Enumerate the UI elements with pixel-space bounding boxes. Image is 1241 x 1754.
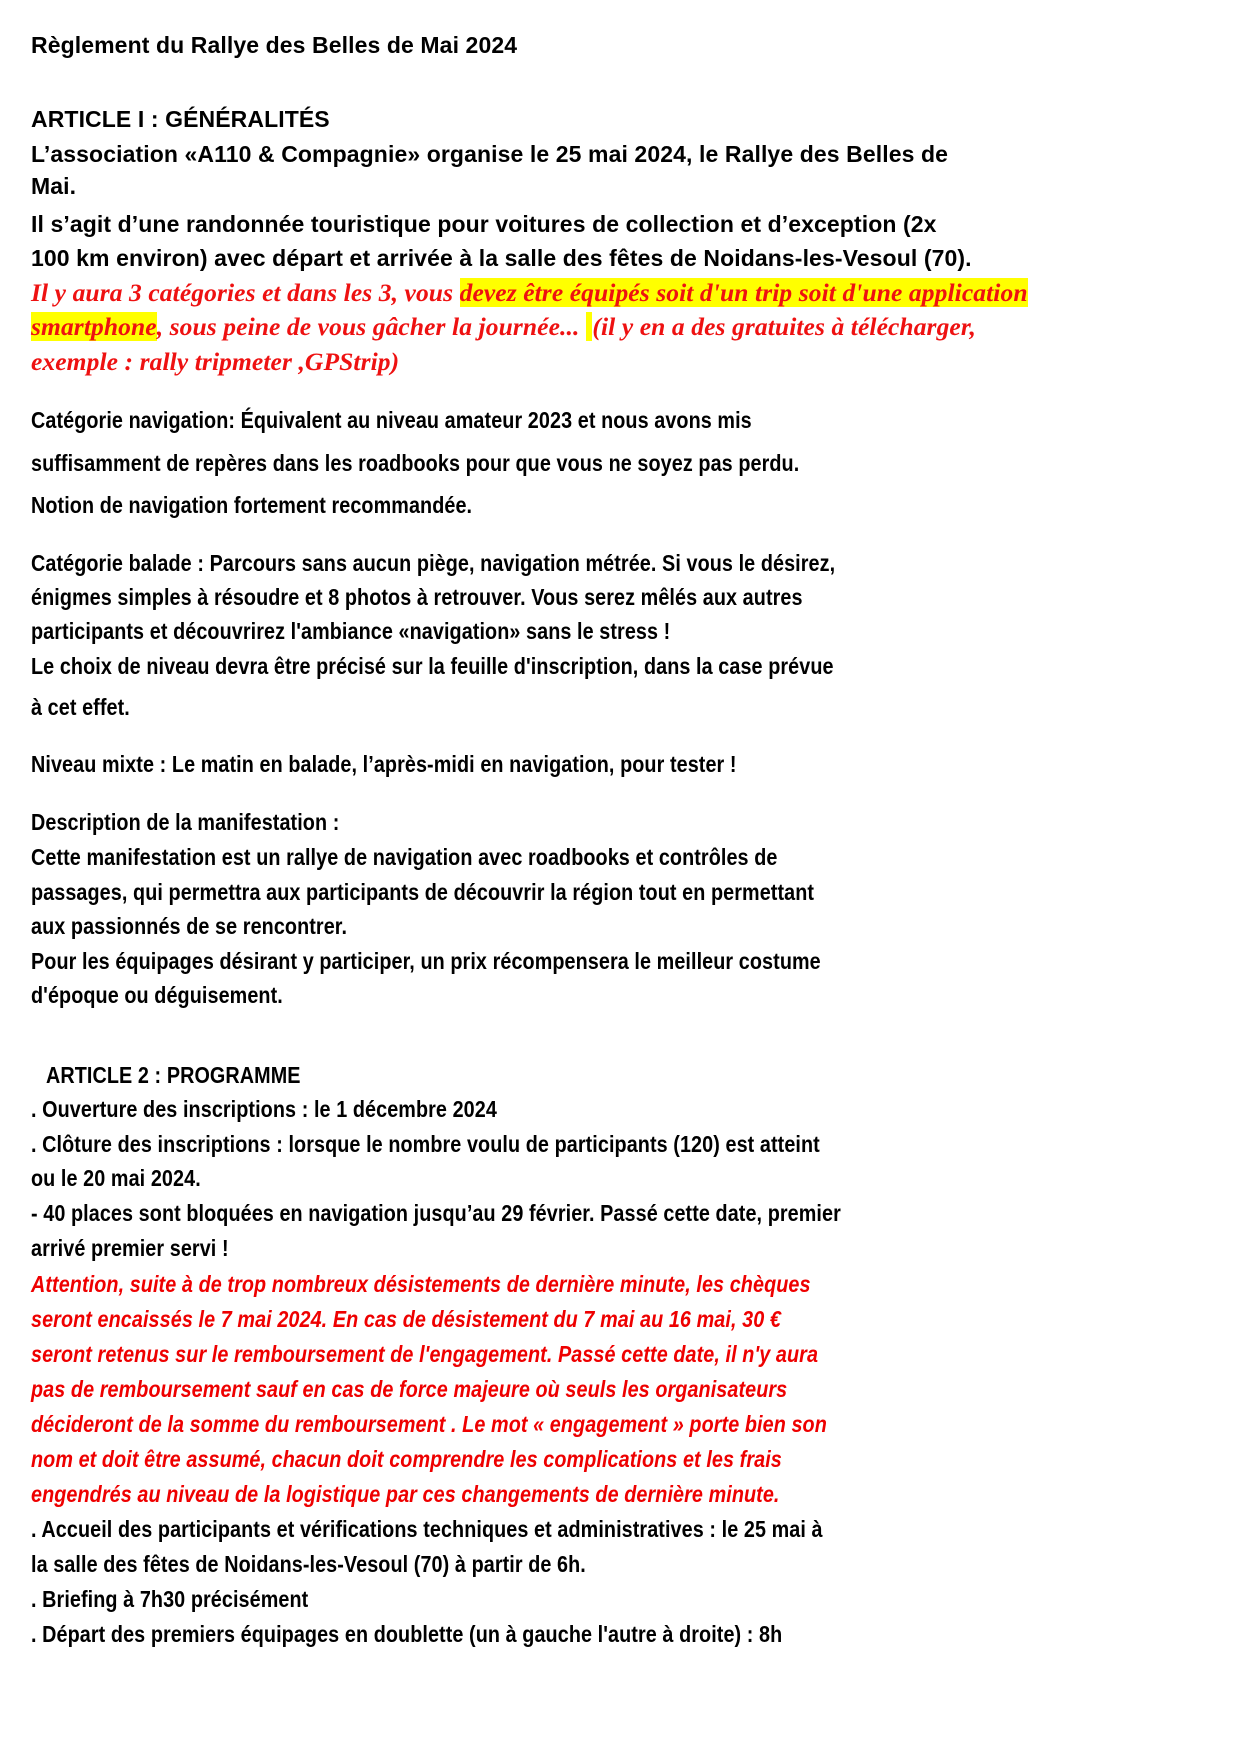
description-line: aux passionnés de se rencontrer.: [31, 913, 348, 939]
cancellation-warning-line: engendrés au niveau de la logistique par ces changements de dernière minute.: [31, 1481, 780, 1507]
balade-category-line: énigmes simples à résoudre et 8 photos à retrouver. Vous serez mêlés aux autres: [31, 584, 803, 610]
navigation-category-line: Catégorie navigation: Équivalent au niveau amateur 2023 et nous avons mis: [31, 407, 752, 433]
program-line: . Accueil des participants et vérifications techniques et administratives : le 25 mai à: [31, 1516, 823, 1542]
notice-text: (il y en a des gratuites à télécharger,: [592, 312, 976, 341]
intro-line: Mai.: [31, 173, 77, 199]
highlighted-notice-text: smartphone: [31, 312, 157, 341]
description-line: Pour les équipages désirant y participer, un prix récompensera le meilleur costume: [31, 948, 821, 974]
cancellation-warning-line: Attention, suite à de trop nombreux désistements de dernière minute, les chèques: [31, 1271, 811, 1297]
description-line: d'époque ou déguisement.: [31, 982, 283, 1008]
intro-line: 100 km environ) avec départ et arrivée à la salle des fêtes de Noidans-les-Vesoul (70).: [31, 245, 972, 271]
notice-text: Il y aura 3 catégories et dans les 3, vous: [31, 278, 460, 307]
program-line: . Ouverture des inscriptions : le 1 décembre 2024: [31, 1096, 497, 1122]
mixte-level-line: Niveau mixte : Le matin en balade, l’après-midi en navigation, pour tester !: [31, 751, 737, 777]
program-line: arrivé premier servi !: [31, 1235, 229, 1261]
cancellation-warning-line: seront encaissés le 7 mai 2024. En cas de désistement du 7 mai au 16 mai, 30 €: [31, 1306, 781, 1332]
program-line: . Briefing à 7h30 précisément: [31, 1586, 309, 1612]
article-2-heading: ARTICLE 2 : PROGRAMME: [46, 1062, 301, 1088]
description-heading: Description de la manifestation :: [31, 809, 340, 835]
equipment-notice-line: exemple : rally tripmeter ,GPStrip): [31, 347, 400, 376]
cancellation-warning-line: seront retenus sur le remboursement de l'engagement. Passé cette date, il n'y aura: [31, 1341, 819, 1367]
program-line: la salle des fêtes de Noidans-les-Vesoul (70) à partir de 6h.: [31, 1551, 586, 1577]
cancellation-warning-line: pas de remboursement sauf en cas de force majeure où seuls les organisateurs: [31, 1376, 788, 1402]
equipment-notice-line: [31, 312, 976, 342]
intro-line: Il s’agit d’une randonnée touristique pour voitures de collection et d’exception (2x: [31, 211, 937, 237]
notice-text: , sous peine de vous gâcher la journée...: [156, 312, 586, 341]
balade-category-line: Catégorie balade : Parcours sans aucun piège, navigation métrée. Si vous le désirez,: [31, 550, 836, 576]
description-line: passages, qui permettra aux participants de découvrir la région tout en permettant: [31, 879, 815, 905]
program-line: - 40 places sont bloquées en navigation jusqu’au 29 février. Passé cette date, premier: [31, 1200, 841, 1226]
navigation-category-line: Notion de navigation fortement recommandée.: [31, 492, 473, 518]
intro-line: L’association «A110 & Compagnie» organise le 25 mai 2024, le Rallye des Belles de: [31, 141, 949, 167]
cancellation-warning-line: nom et doit être assumé, chacun doit comprendre les complications et les frais: [31, 1446, 782, 1472]
balade-category-line: à cet effet.: [31, 694, 130, 720]
equipment-notice-line: [31, 278, 1028, 308]
description-line: Cette manifestation est un rallye de navigation avec roadbooks et contrôles de: [31, 844, 778, 870]
balade-category-line: Le choix de niveau devra être précisé sur la feuille d'inscription, dans la case prévue: [31, 653, 834, 679]
highlighted-notice-text: devez être équipés soit d'un trip soit d'une application: [459, 278, 1028, 307]
document-title: Règlement du Rallye des Belles de Mai 2024: [31, 32, 518, 58]
navigation-category-line: suffisamment de repères dans les roadbooks pour que vous ne soyez pas perdu.: [31, 450, 800, 476]
program-line: . Clôture des inscriptions : lorsque le nombre voulu de participants (120) est atteint: [31, 1131, 820, 1157]
article-1-heading: ARTICLE I : GÉNÉRALITÉS: [31, 106, 330, 132]
cancellation-warning-line: décideront de la somme du remboursement . Le mot « engagement » porte bien son: [31, 1411, 827, 1437]
program-line: ou le 20 mai 2024.: [31, 1165, 201, 1191]
balade-category-line: participants et découvrirez l'ambiance «navigation» sans le stress !: [31, 618, 671, 644]
program-line: . Départ des premiers équipages en doublette (un à gauche l'autre à droite) : 8h: [31, 1621, 783, 1647]
